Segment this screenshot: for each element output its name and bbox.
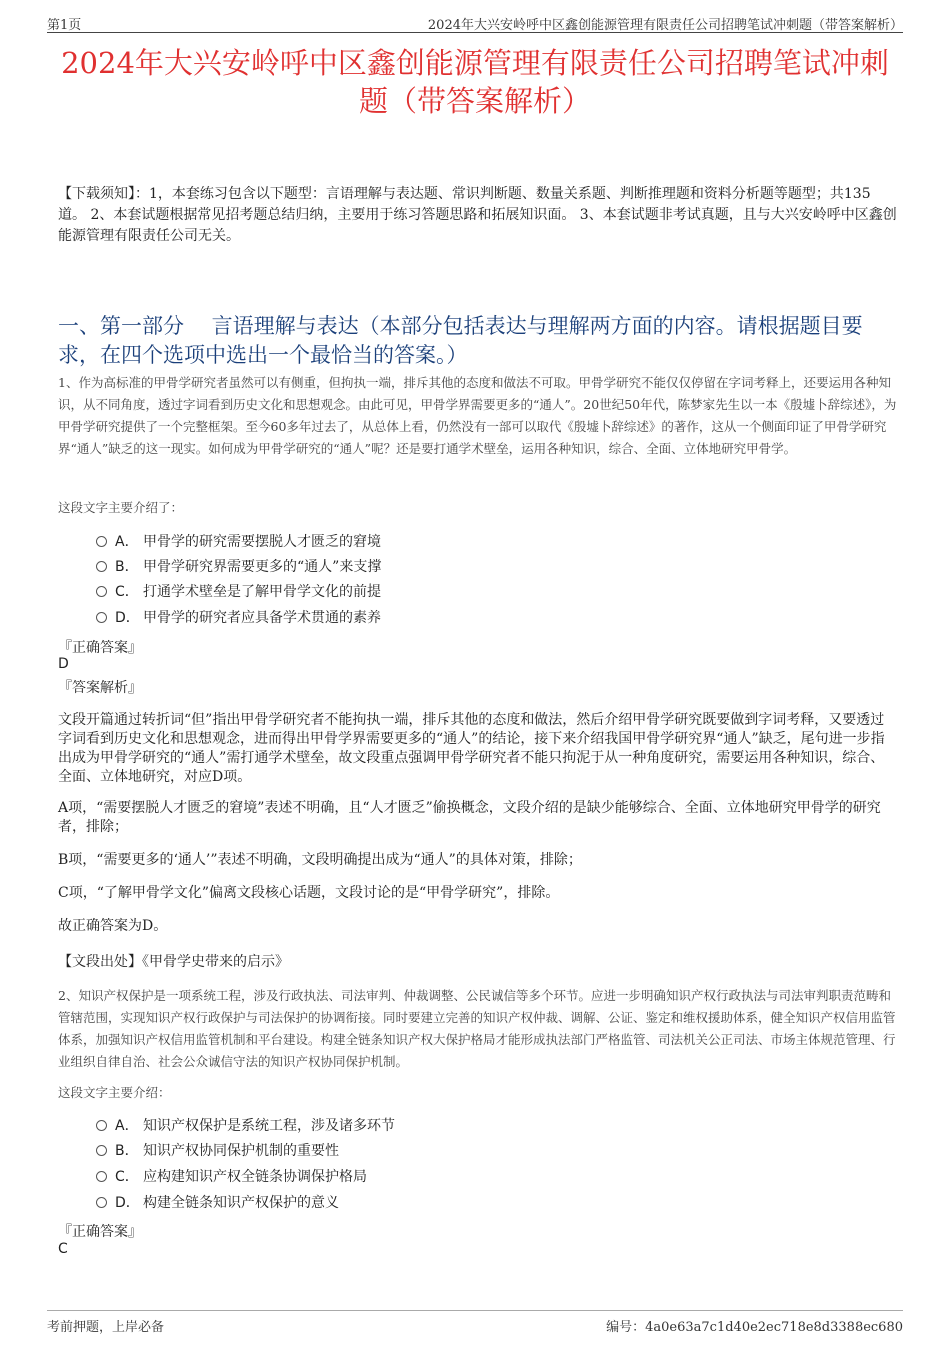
radio-icon[interactable] [96,586,107,597]
option-letter: A． [115,534,139,550]
analysis-option-c: C项，“了解甲骨学文化”偏离文段核心话题，文段讨论的是“甲骨学研究”，排除。 [58,885,560,901]
page-number: 第1页 [47,18,82,33]
radio-icon[interactable] [96,612,107,623]
option-text: 甲骨学研究界需要更多的“通人”来支撑 [143,559,382,575]
option-letter: D． [115,1195,140,1211]
option-letter: B． [115,559,139,575]
option-letter: C． [115,1169,139,1185]
option-letter: A． [115,1118,139,1134]
option-text: 应构建知识产权全链条协调保护格局 [143,1169,367,1185]
answer-value: D [58,656,69,672]
analysis-label: 『答案解析』 [58,680,142,696]
page-footer [47,1310,903,1337]
analysis-option-b: B项，“需要更多的‘通人’”表述不明确，文段明确提出成为“通人”的具体对策，排除； [58,852,582,868]
option-text: 知识产权协同保护机制的重要性 [143,1143,339,1159]
question-1-option-b[interactable] [96,556,381,578]
radio-icon[interactable] [96,1145,107,1156]
option-letter: B． [115,1143,139,1159]
option-letter: D． [115,610,140,626]
question-2-option-d[interactable] [96,1192,339,1214]
question-2-option-c[interactable] [96,1166,367,1188]
document-title: 2024年大兴安岭呼中区鑫创能源管理有限责任公司招聘笔试冲刺题（带答案解析） [61,46,889,118]
question-1-option-d[interactable] [96,607,381,629]
footer-slogan: 考前押题，上岸必备 [47,1320,165,1335]
question-2-option-a[interactable] [96,1115,395,1137]
radio-icon[interactable] [96,536,107,547]
analysis-conclusion: 故正确答案为D。 [58,918,168,934]
answer-value: C [58,1241,68,1257]
question-1-option-c[interactable] [96,581,381,603]
question-1-option-a[interactable] [96,531,381,553]
option-text: 构建全链条知识产权保护的意义 [143,1195,339,1211]
option-text: 甲骨学的研究需要摆脱人才匮乏的窘境 [143,534,381,550]
radio-icon[interactable] [96,1120,107,1131]
option-text: 打通学术壁垒是了解甲骨学文化的前提 [143,584,381,600]
header-doc-title: 2024年大兴安岭呼中区鑫创能源管理有限责任公司招聘笔试冲刺题（带答案解析） [427,18,903,33]
analysis-paragraph: 文段开篇通过转折词“但”指出甲骨学研究者不能拘执一端，排斥其他的态度和做法，然后介绍甲骨学研究既要做到字词考释，又要透过字词看到历史文化和思想观念，进而得出甲骨学界需要更多的“通人”的结论，接下来介绍我国甲骨学研究界“通人”缺乏，尾句进一步指出成为甲骨学研究的“通人”需打通学术壁垒，故文段重点强调甲骨学研究者不能只拘泥于从一种角度研究，需要运用各种知识，综合、全面、立体地研究，对应D项。 [58,712,885,785]
section-heading: 一、第一部分 言语理解与表达（本部分包括表达与理解两方面的内容。请根据题目要求，在四个选项中选出一个最恰当的答案。） [58,314,863,367]
radio-icon[interactable] [96,561,107,572]
answer-label: 『正确答案』 [58,640,142,656]
passage-source: 【文段出处】《甲骨学史带来的启示》 [58,954,289,970]
download-notice: 【下载须知】：1，本套练习包含以下题型：言语理解与表达题、常识判断题、数量关系题、判断推理题和资料分析题等题型；共135道。 2、本套试题根据常见招考题总结归纳，主要用于练习答题思路和拓展知识面。 3、本套试题非考试真题，且与大兴安岭呼中区鑫创能源管理有限责任公司无关。 [58,186,897,244]
option-letter: C． [115,584,139,600]
answer-label: 『正确答案』 [58,1224,142,1240]
question-1-prompt: 这段文字主要介绍了： [58,500,184,515]
question-2-prompt: 这段文字主要介绍： [58,1085,171,1100]
question-2-option-b[interactable] [96,1140,339,1162]
radio-icon[interactable] [96,1197,107,1208]
radio-icon[interactable] [96,1171,107,1182]
option-text: 甲骨学的研究者应具备学术贯通的素养 [143,610,381,626]
analysis-option-a: A项，“需要摆脱人才匮乏的窘境”表述不明确，且“人才匮乏”偷换概念，文段介绍的是缺少能够综合、全面、立体地研究甲骨学的研究者，排除； [58,800,881,835]
question-1-stem: 1、作为高标准的甲骨学研究者虽然可以有侧重，但拘执一端，排斥其他的态度和做法不可取。甲骨学研究不能仅仅停留在字词考释上，还要运用各种知识，从不同角度，透过字词看到历史文化和思想观念。由此可见，甲骨学界需要更多的“通人”。20世纪50年代，陈梦家先生以一本《殷墟卜辞综述》，为甲骨学研究提供了一个完整框架。至今60多年过去了，从总体上看，仍然没有一部可以取代《殷墟卜辞综述》的著作，这从一个侧面印证了甲骨学研究界“通人”缺乏的这一现实。如何成为甲骨学研究的“通人”呢？还是要打通学术壁垒，运用各种知识，综合、全面、立体地研究甲骨学。 [58,375,897,456]
option-text: 知识产权保护是系统工程，涉及诸多环节 [143,1118,395,1134]
page-header [47,12,903,33]
question-2-stem: 2、知识产权保护是一项系统工程，涉及行政执法、司法审判、仲裁调整、公民诚信等多个环节。应进一步明确知识产权行政执法与司法审判职责范畴和管辖范围，实现知识产权行政保护与司法保护的协调衔接。同时要建立完善的知识产权仲裁、调解、公证、鉴定和维权援助体系，健全知识产权信用监管体系，加强知识产权信用监管机制和平台建设。构建全链条知识产权大保护格局才能形成执法部门严格监管、司法机关公正司法、市场主体规范管理、行业组织自律自治、社会公众诚信守法的知识产权协同保护机制。 [58,988,896,1069]
footer-document-id: 编号：4a0e63a7c1d40e2ec718e8d3388ec680 [606,1320,903,1335]
